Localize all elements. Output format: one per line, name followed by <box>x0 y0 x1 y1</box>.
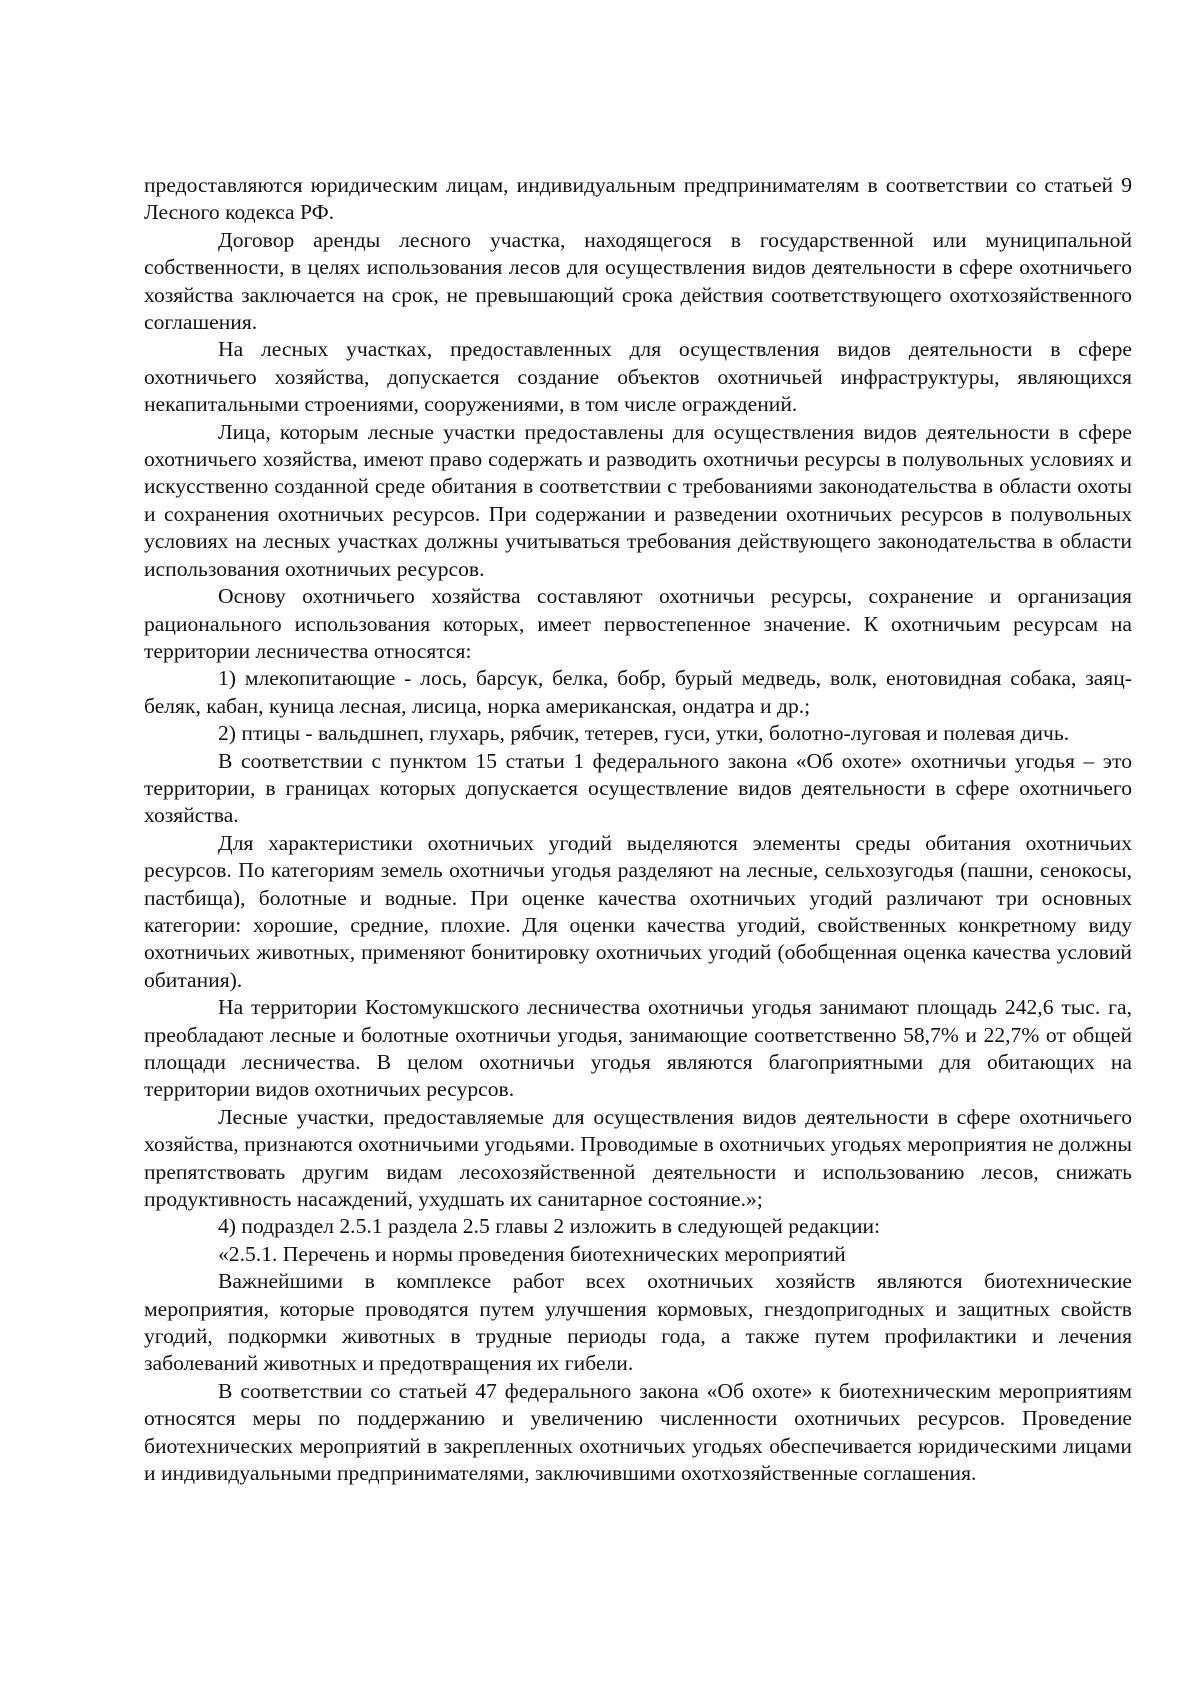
paragraph-amendment-item-4: 4) подраздел 2.5.1 раздела 2.5 главы 2 изложить в следующей редакции: <box>218 1214 881 1239</box>
paragraph-hunting-grounds-definition: В соответствии с пунктом 15 статьи 1 федерального закона «Об охоте» охотничьи угодья – это территории, в границах которых допускается осуществление видов деятельности в сфере охотничьего хозяйства. <box>144 748 1132 828</box>
paragraph-grounds-characteristics: Для характеристики охотничьих угодий выделяются элементы среды обитания охотничьих ресурсов. По категориям земель охотничьи угодья разделяют на лесные, сельхозугодья (пашни, сенокосы, пастбища), болотные и водные. При оценке качества охотничьих угодий различают три основных категории: хорошие, средние, плохие. Для оценки качества угодий, свойственных конкретному виду охотничьих животных, применяют бонитировку охотничьих угодий (обобщенная оценка качества условий обитания). <box>144 830 1132 992</box>
section-heading-2-5-1: «2.5.1. Перечень и нормы проведения биотехнических мероприятий <box>218 1241 846 1266</box>
paragraph-kostomuksha-area: На территории Костомукшского лесничества охотничьи угодья занимают площадь 242,6 тыс. га, преобладают лесные и болотные охотничьи угодья, занимающие соответственно 58,7% и 22,7% от общей площади лесничества. В целом охотничьи угодья являются благоприятными для обитающих на территории видов охотничьих ресурсов. <box>144 995 1132 1102</box>
document-page <box>144 172 1132 1488</box>
paragraph-forest-plots-as-grounds: Лесные участки, предоставляемые для осуществления видов деятельности в сфере охотничьего хозяйства, признаются охотничьими угодьями. Проводимые в охотничьих угодьях мероприятия не должны препятствовать другим видам лесохозяйственной деятельности и использованию лесов, снижать продуктивность насаждений, ухудшать их санитарное состояние.»; <box>144 1104 1132 1212</box>
paragraph-lease-term: Договор аренды лесного участка, находящегося в государственной или муниципальной собственности, в целях использования лесов для осуществления видов деятельности в сфере охотничьего хозяйства заключается на срок, не превышающий срока действия соответствующего охотхозяйственного соглашения. <box>144 227 1132 335</box>
paragraph-hunting-infrastructure: На лесных участках, предоставленных для осуществления видов деятельности в сфере охотничьего хозяйства, допускается создание объектов охотничьей инфраструктуры, являющихся некапитальными строениями, сооружениями, в том числе ограждений. <box>144 337 1132 417</box>
paragraph-article-47: В соответствии со статьей 47 федерального закона «Об охоте» к биотехническим мероприятиям относятся меры по поддержанию и увеличению численности охотничьих ресурсов. Проведение биотехнических мероприятий в закрепленных охотничьих угодьях обеспечивается юридическими лицами и индивидуальными предпринимателями, заключившими охотхозяйственные соглашения. <box>144 1378 1132 1486</box>
paragraph-biotechnical-measures: Важнейшими в комплексе работ всех охотничьих хозяйств являются биотехнические мероприятия, которые проводятся путем улучшения кормовых, гнездопригодных и защитных свойств угодий, подкормки животных в трудные периоды года, а также путем профилактики и лечения заболеваний животных и предотвращения их гибели. <box>144 1269 1132 1376</box>
paragraph-semi-free-keeping: Лица, которым лесные участки предоставлены для осуществления видов деятельности в сфере охотничьего хозяйства, имеют право содержать и разводить охотничьи ресурсы в полувольных условиях и искусственно созданной среде обитания в соответствии с требованиями законодательства в области охоты и сохранения охотничьих ресурсов. При содержании и разведении охотничьих ресурсов в полувольных условиях на лесных участках должны учитываться требования действующего законодательства в области использования охотничьих ресурсов. <box>144 419 1132 581</box>
paragraph-hunting-resources: Основу охотничьего хозяйства составляют охотничьи ресурсы, сохранение и организация рационального использования которых, имеет первостепенное значение. К охотничьим ресурсам на территории лесничества относятся: <box>144 584 1132 663</box>
list-item-mammals: 1) млекопитающие - лось, барсук, белка, бобр, бурый медведь, волк, енотовидная собака, заяц-беляк, кабан, куница лесная, лисица, норка американская, ондатра и др.; <box>144 666 1132 718</box>
list-item-birds: 2) птицы - вальдшнеп, глухарь, рябчик, тетерев, гуси, утки, болотно-луговая и полевая дичь. <box>218 721 1070 746</box>
paragraph-continuation: предоставляются юридическим лицам, индивидуальным предпринимателям в соответствии со статьей 9 Лесного кодекса РФ. <box>144 173 1132 225</box>
